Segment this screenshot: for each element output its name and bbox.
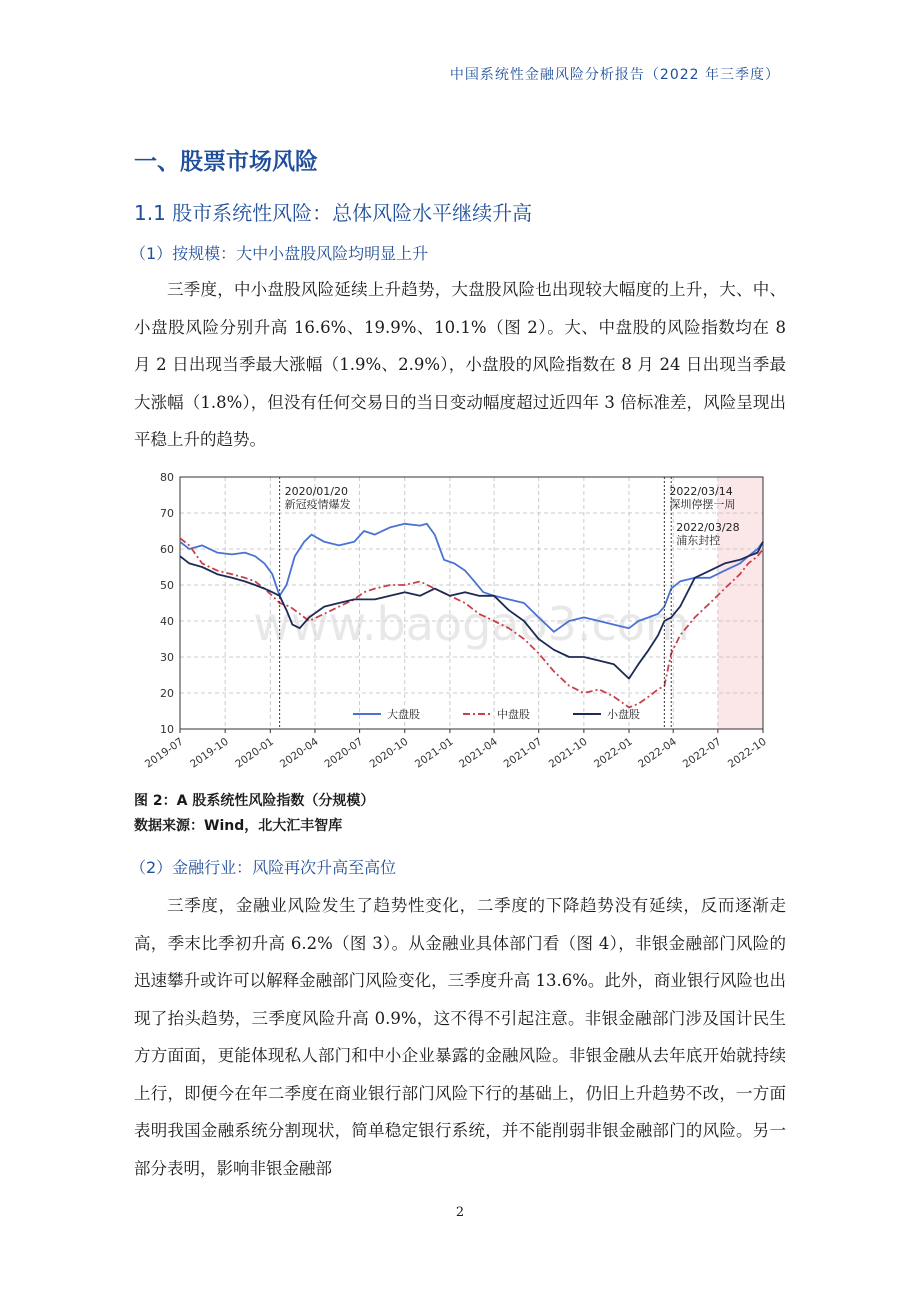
x-tick-label: 2020-10 [367,735,411,771]
x-tick-label: 2022-07 [680,735,724,771]
part1-paragraph: 三季度，中小盘股风险延续上升趋势，大盘股风险也出现较大幅度的上升，大、中、小盘股风险分别升高 16.6%、19.9%、10.1%（图 2）。大、中盘股的风险指数均在 8 月 2 日出现当季最大涨幅（1.9%、2.9%），小盘股的风险指数在 8 月 24 日出现当季最大涨幅（1.8%），但没有任何交易日的当日变动幅度超过近四年 3 倍标准差，风险呈现出平稳上升的趋势。 [134,280,786,449]
annotation-label: 浦东封控 [676,534,721,547]
figure-caption: 图 2：A 股系统性风险指数（分规模） [134,793,375,809]
y-tick-label: 70 [160,507,174,520]
x-tick-label: 2021-04 [456,735,500,771]
annotation-label: 深圳停摆一周 [669,498,736,511]
part2-title: （2）金融行业：风险再次升高至高位 [130,858,397,877]
watermark-text: www.baogao3.com [253,597,690,651]
y-tick-label: 30 [160,651,174,664]
risk-index-chart [128,462,778,782]
y-tick-label: 60 [160,543,174,556]
x-tick-label: 2022-01 [591,735,635,771]
x-tick-label: 2022-10 [725,735,769,771]
x-tick-label: 2021-01 [412,735,456,771]
page-number: 2 [455,1205,465,1220]
annotation-label: 2022/03/28 [676,521,740,534]
x-tick-label: 2020-04 [277,735,321,771]
x-tick-label: 2020-01 [233,735,277,771]
annotation-label: 新冠疫情爆发 [284,498,351,511]
part1-title: （1）按规模：大中小盘股风险均明显上升 [130,244,429,263]
figure-source: 数据来源：Wind，北大汇丰智库 [134,818,343,834]
annotation-label: 2020/01/20 [284,485,349,498]
x-tick-label: 2019-07 [142,735,186,771]
y-tick-label: 50 [160,579,174,592]
x-tick-label: 2022-04 [636,735,679,771]
part2-paragraph: 三季度，金融业风险发生了趋势性变化，二季度的下降趋势没有延续，反而逐渐走高，季末比季初升高 6.2%（图 3）。从金融业具体部门看（图 4），非银金融部门风险的迅速攀升或许可以解释金融部门风险变化，三季度升高 13.6%。此外，商业银行风险也出现了抬头趋势，三季度风险升高 0.9%，这不得不引起注意。非银金融部门涉及国计民生方方面面，更能体现私人部门和中小企业暴露的金融风险。非银金融从去年底开始就持续上行，即便今在年二季度在商业银行部门风险下行的基础上，仍旧上升趋势不改，一方面表明我国金融系统分割现状，简单稳定银行系统，并不能削弱非银金融部门的风险。另一部分表明，影响非银金融部 [134,896,786,1178]
legend-label: 小盘股 [607,708,640,721]
annotation-label: 2022/03/14 [669,485,733,498]
x-tick-label: 2019-10 [188,735,231,771]
x-tick-label: 2021-07 [501,735,545,771]
y-tick-label: 80 [160,471,174,484]
running-header: 中国系统性金融风险分析报告（2022 年三季度） [449,67,780,83]
section-title: 一、股票市场风险 [134,149,318,175]
legend-label: 大盘股 [387,708,420,721]
y-tick-label: 20 [160,687,174,700]
x-tick-label: 2021-10 [546,735,590,771]
y-tick-label: 40 [160,615,174,628]
x-tick-label: 2020-07 [322,735,366,771]
highlight-band [718,477,763,729]
y-tick-label: 10 [160,723,174,736]
legend-label: 中盘股 [497,708,530,721]
subsection-title: 1.1 股市系统性风险：总体风险水平继续升高 [134,201,533,225]
